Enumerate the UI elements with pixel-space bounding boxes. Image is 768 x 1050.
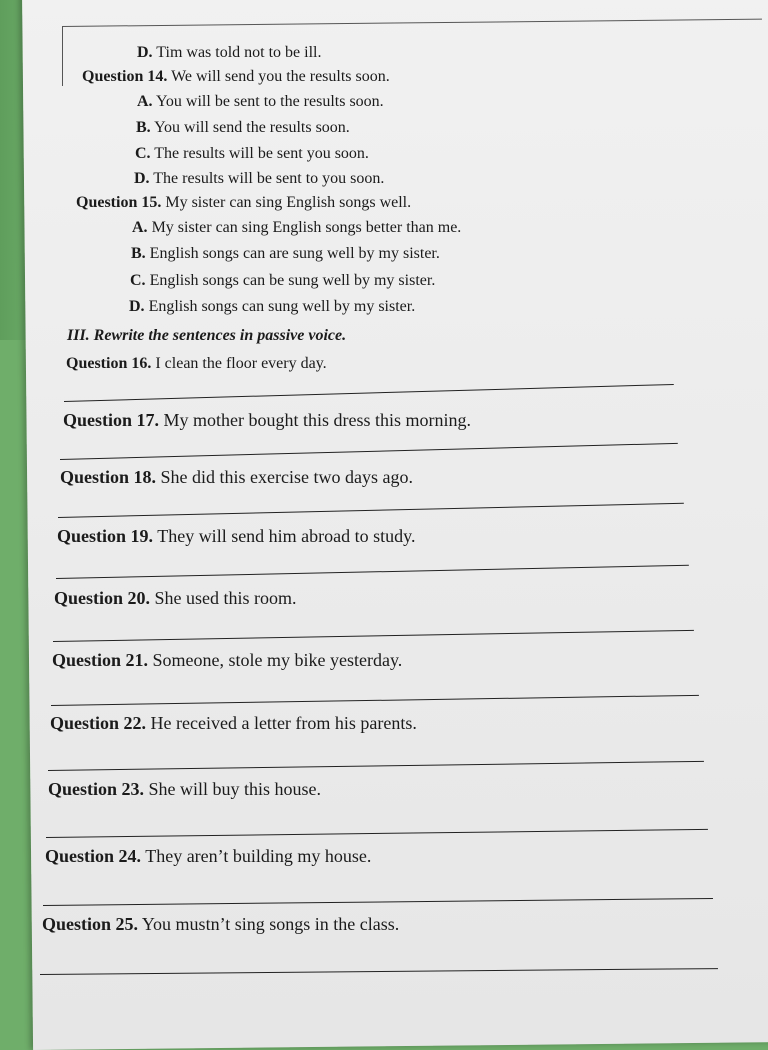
option-letter: B. xyxy=(131,245,146,262)
question-text: She used this room. xyxy=(154,588,297,608)
question-text: They aren’t building my house. xyxy=(145,846,372,866)
question-text: He received a letter from his parents. xyxy=(150,713,417,733)
question-19 xyxy=(57,526,416,547)
question-25 xyxy=(42,914,399,935)
option-letter: D. xyxy=(129,298,145,315)
q14-option-c xyxy=(135,145,369,163)
question-label: Question 17. xyxy=(63,410,160,430)
question-label: Question 25. xyxy=(42,914,139,934)
q15-option-c xyxy=(130,272,435,290)
question-15 xyxy=(76,194,411,212)
option-text: English songs can are sung well by my sister. xyxy=(149,245,440,262)
q15-option-d xyxy=(129,298,415,316)
question-label: Question 18. xyxy=(60,467,157,487)
question-label: Question 23. xyxy=(48,779,145,799)
option-letter: A. xyxy=(137,93,153,110)
question-label: Question 14. xyxy=(82,68,168,85)
option-letter: A. xyxy=(132,219,148,236)
option-text: The results will be sent to you soon. xyxy=(153,170,385,187)
question-22 xyxy=(50,713,417,734)
q14-option-a xyxy=(137,93,384,111)
question-label: Question 20. xyxy=(54,588,151,608)
q14-option-d xyxy=(134,170,384,188)
question-17 xyxy=(63,410,471,431)
question-text: Someone, stole my bike yesterday. xyxy=(152,650,403,670)
option-text: English songs can be sung well by my sister. xyxy=(149,272,436,289)
question-text: We will send you the results soon. xyxy=(171,68,390,85)
option-text: You will send the results soon. xyxy=(154,119,350,136)
question-text: I clean the floor every day. xyxy=(155,355,327,372)
option-text: You will be sent to the results soon. xyxy=(155,93,384,110)
option-text: Tim was told not to be ill. xyxy=(156,44,322,61)
question-text: They will send him abroad to study. xyxy=(157,526,416,546)
worksheet-paper xyxy=(22,0,768,1050)
question-label: Question 16. xyxy=(66,355,152,372)
option-letter: D. xyxy=(137,44,153,61)
question-text: You mustn’t sing songs in the class. xyxy=(141,914,400,934)
question-20 xyxy=(54,588,297,609)
option-letter: B. xyxy=(136,119,151,136)
option-text: English songs can sung well by my sister. xyxy=(148,298,416,315)
question-14 xyxy=(82,68,390,86)
question-label: Question 15. xyxy=(76,194,162,211)
q14-option-b xyxy=(136,119,350,137)
q15-option-a xyxy=(132,219,461,237)
question-16 xyxy=(66,355,327,373)
option-letter: C. xyxy=(135,145,151,162)
option-letter: D. xyxy=(134,170,150,187)
question-label: Question 19. xyxy=(57,526,154,546)
question-18 xyxy=(60,467,413,488)
question-text: She will buy this house. xyxy=(148,779,322,799)
question-text: My sister can sing English songs well. xyxy=(165,194,412,211)
question-text: She did this exercise two days ago. xyxy=(160,467,413,487)
option-text: My sister can sing English songs better than me. xyxy=(151,219,462,236)
question-21 xyxy=(52,650,402,671)
question-23 xyxy=(48,779,321,800)
q15-option-b xyxy=(131,245,440,263)
q13-option-d xyxy=(137,44,321,62)
section-heading: III. Rewrite the sentences in passive voice. xyxy=(67,327,347,344)
question-24 xyxy=(45,846,371,867)
question-text: My mother bought this dress this morning. xyxy=(163,410,472,430)
option-text: The results will be sent you soon. xyxy=(154,145,369,162)
question-label: Question 22. xyxy=(50,713,147,733)
question-label: Question 24. xyxy=(45,846,142,866)
question-label: Question 21. xyxy=(52,650,149,670)
page-border-left xyxy=(62,26,63,86)
option-letter: C. xyxy=(130,272,146,289)
